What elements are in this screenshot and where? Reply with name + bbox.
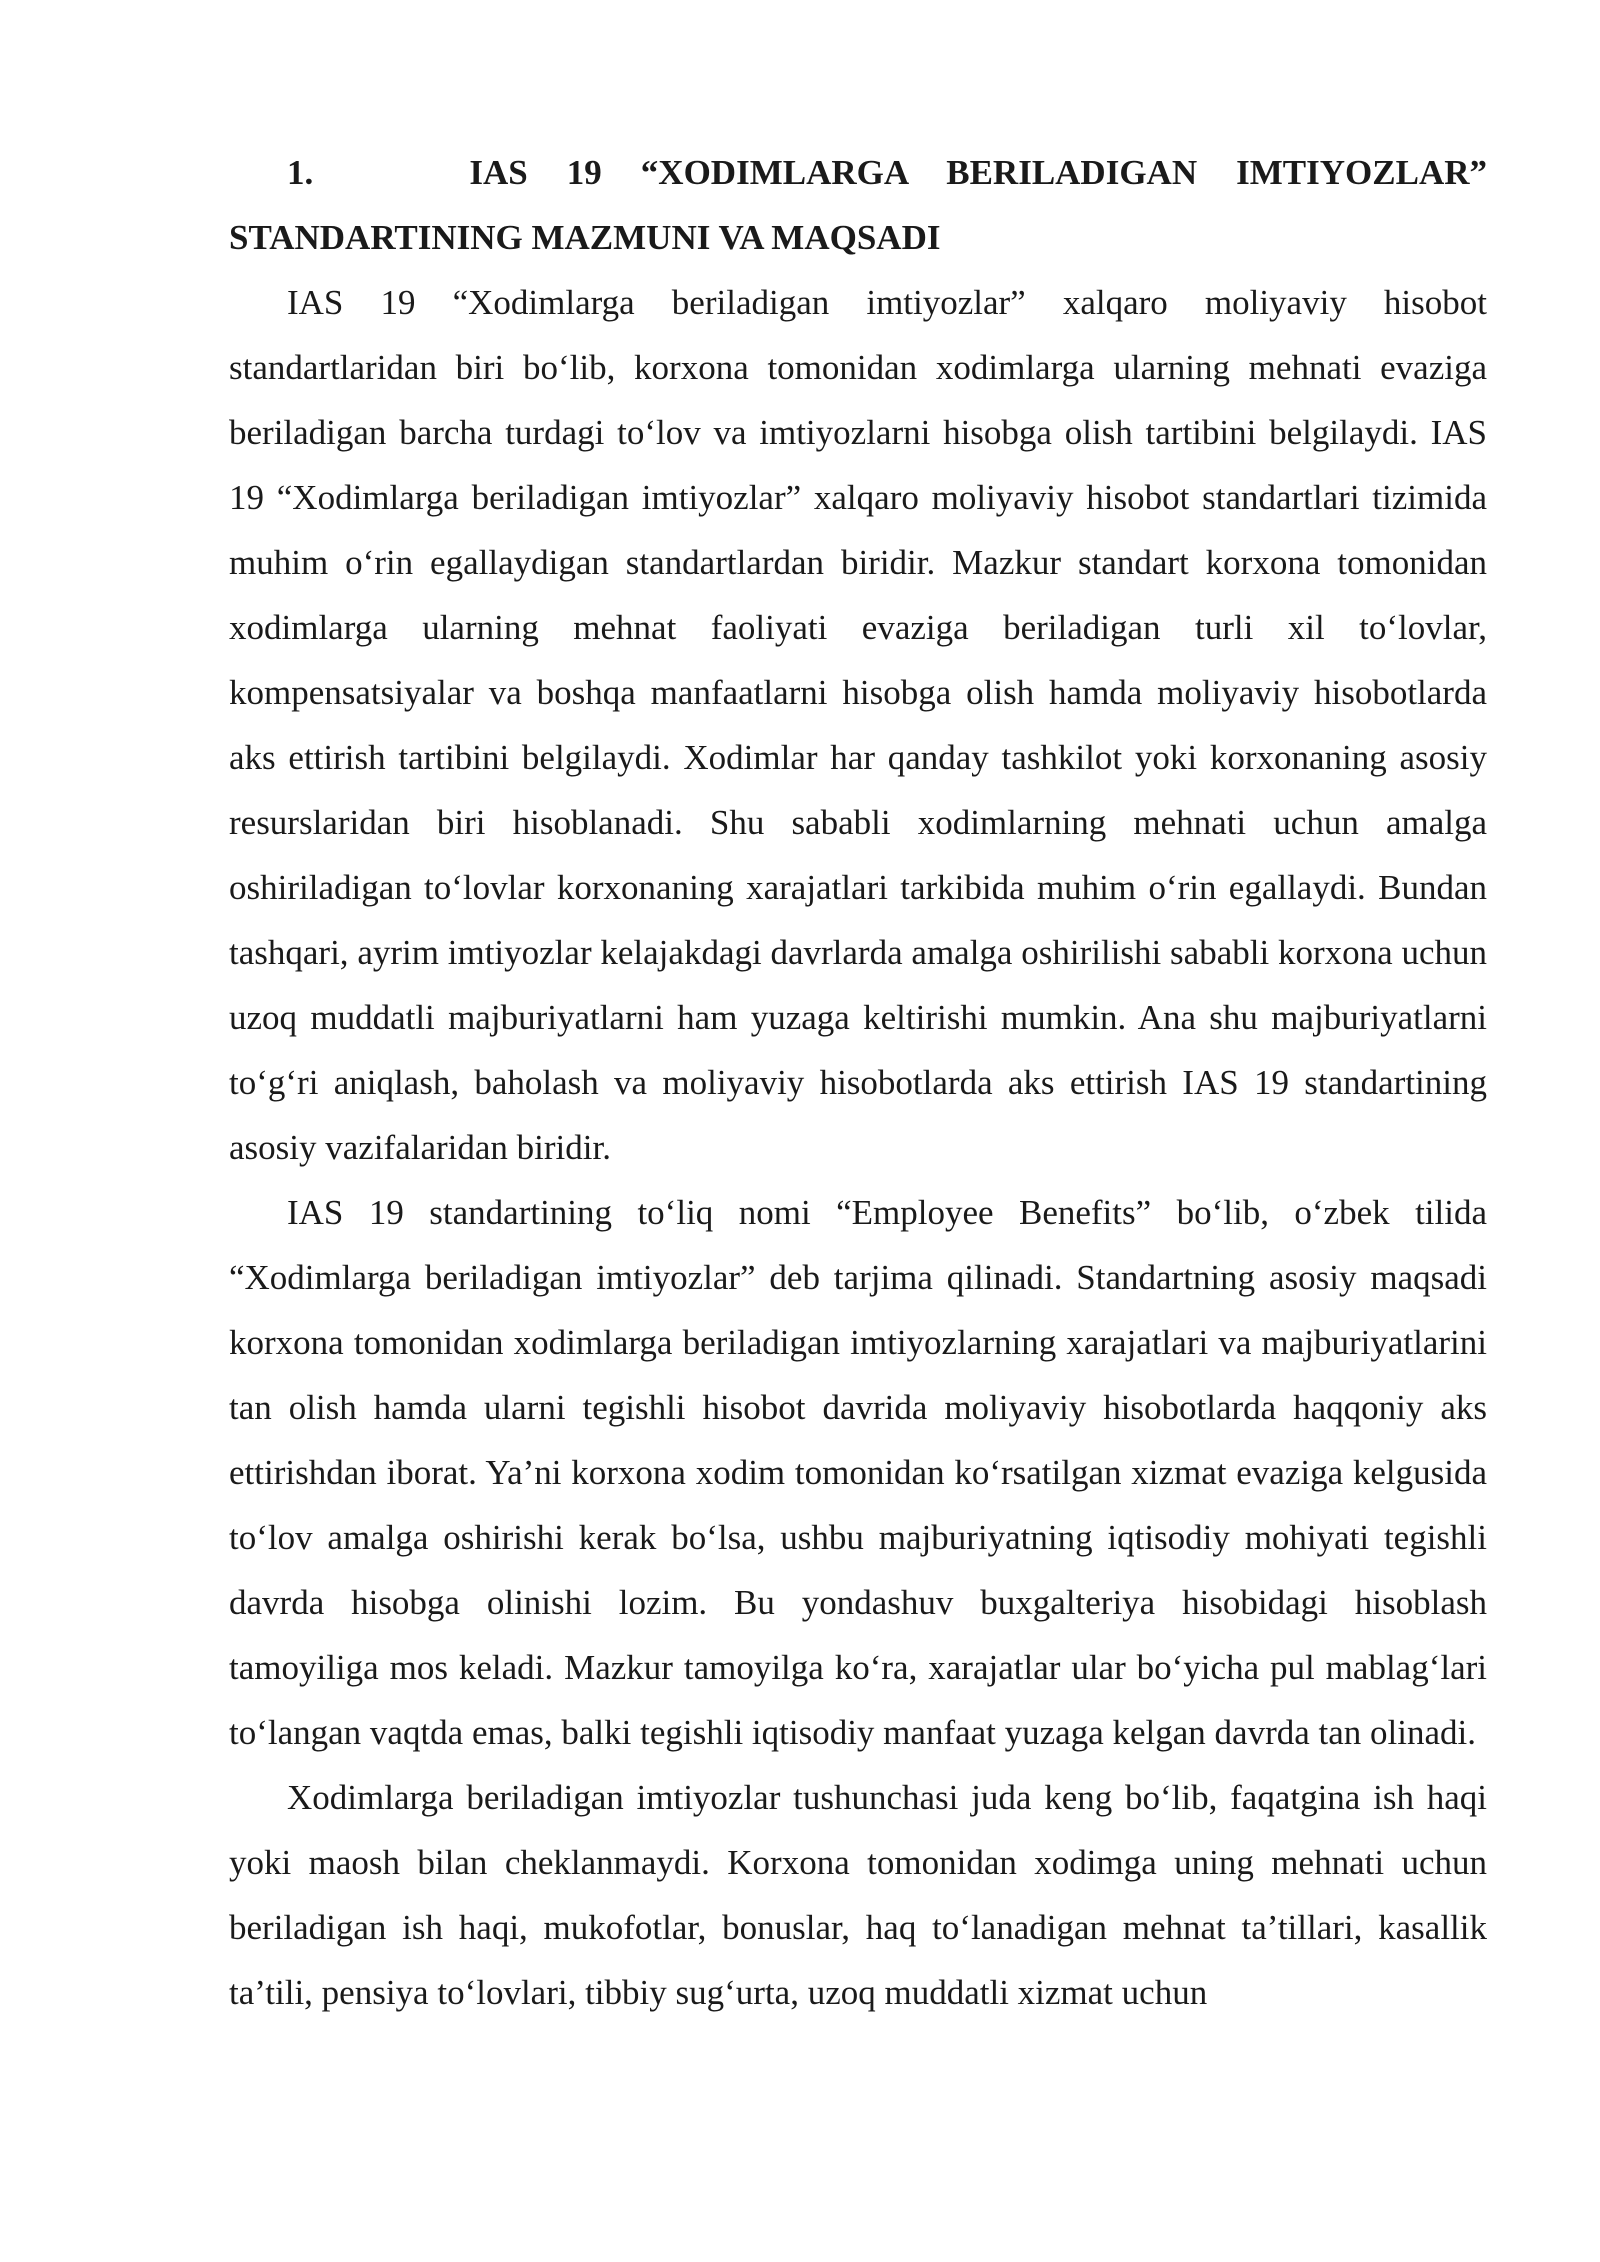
section-heading: 1. IAS 19 “XODIMLARGA BERILADIGAN IMTIYOZLAR” STANDARTINING MAZMUNI VA MAQSADI <box>229 153 1487 257</box>
document-body <box>229 140 1487 2025</box>
paragraph: Xodimlarga beriladigan imtiyozlar tushunchasi juda keng bo‘lib, faqatgina ish haqi yoki maosh bilan cheklanmaydi. Korxona tomonidan xodimga uning mehnati uchun beriladigan ish haqi, mukofotlar, bonuslar, haq to‘lanadigan mehnat ta’tillari, kasallik ta’tili, pensiya to‘lovlari, tibbiy sug‘urta, uzoq muddatli xizmat uchun <box>229 1778 1487 2012</box>
paragraph: IAS 19 standartining to‘liq nomi “Employee Benefits” bo‘lib, o‘zbek tilida “Xodimlarga beriladigan imtiyozlar” deb tarjima qilinadi. Standartning asosiy maqsadi korxona tomonidan xodimlarga beriladigan imtiyozlarning xarajatlari va majburiyatlarini tan olish hamda ularni tegishli hisobot davrida moliyaviy hisobotlarda haqqoniy aks ettirishdan iborat. Ya’ni korxona xodim tomonidan ko‘rsatilgan xizmat evaziga kelgusida to‘lov amalga oshirishi kerak bo‘lsa, ushbu majburiyatning iqtisodiy mohiyati tegishli davrda hisobga olinishi lozim. Bu yondashuv buxgalteriya hisobidagi hisoblash tamoyiliga mos keladi. Mazkur tamoyilga ko‘ra, xarajatlar ular bo‘yicha pul mablag‘lari to‘langan vaqtda emas, balki tegishli iqtisodiy manfaat yuzaga kelgan davrda tan olinadi. <box>229 1193 1487 1752</box>
paragraph: IAS 19 “Xodimlarga beriladigan imtiyozlar” xalqaro moliyaviy hisobot standartlaridan biri bo‘lib, korxona tomonidan xodimlarga ularning mehnati evaziga beriladigan barcha turdagi to‘lov va imtiyozlarni hisobga olish tartibini belgilaydi. IAS 19 “Xodimlarga beriladigan imtiyozlar” xalqaro moliyaviy hisobot standartlari tizimida muhim o‘rin egallaydigan standartlardan biridir. Mazkur standart korxona tomonidan xodimlarga ularning mehnat faoliyati evaziga beriladigan turli xil to‘lovlar, kompensatsiyalar va boshqa manfaatlarni hisobga olish hamda moliyaviy hisobotlarda aks ettirish tartibini belgilaydi. Xodimlar har qanday tashkilot yoki korxonaning asosiy resurslaridan biri hisoblanadi. Shu sababli xodimlarning mehnati uchun amalga oshiriladigan to‘lovlar korxonaning xarajatlari tarkibida muhim o‘rin egallaydi. Bundan tashqari, ayrim imtiyozlar kelajakdagi davrlarda amalga oshirilishi sababli korxona uchun uzoq muddatli majburiyatlarni ham yuzaga keltirishi mumkin. Ana shu majburiyatlarni to‘g‘ri aniqlash, baholash va moliyaviy hisobotlarda aks ettirish IAS 19 standartining asosiy vazifalaridan biridir. <box>229 283 1487 1167</box>
